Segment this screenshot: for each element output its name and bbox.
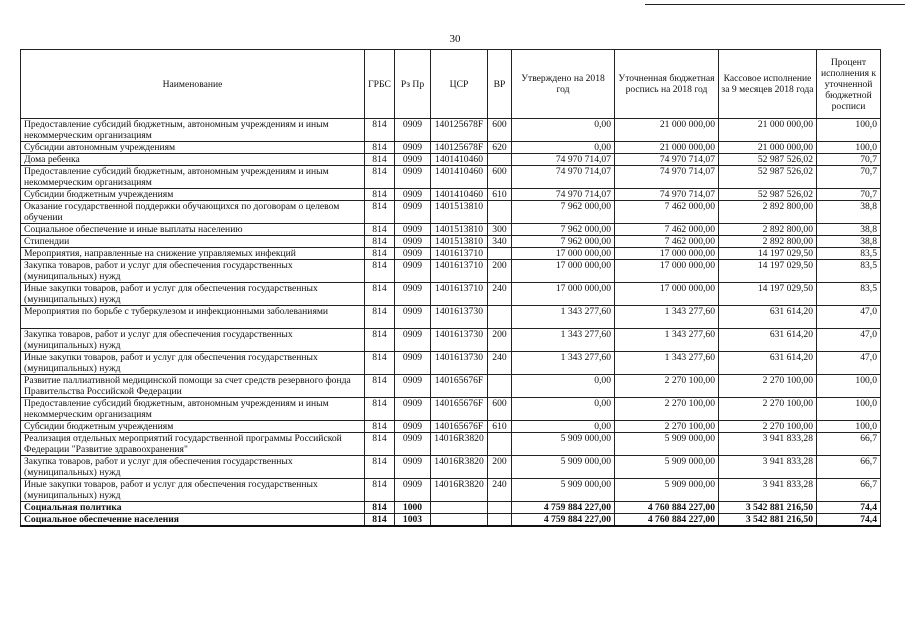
col-header-approved: Утверждено на 2018 год bbox=[512, 50, 615, 119]
cell-vr: 600 bbox=[488, 119, 512, 142]
cell-approved: 0,00 bbox=[512, 119, 615, 142]
cell-grbs: 814 bbox=[365, 514, 395, 527]
cell-rzpr: 0909 bbox=[395, 479, 431, 502]
cell-name: Развитие паллиативной медицинской помощи за счет средств резервного фонда Правительства Российской Федерации bbox=[21, 375, 365, 398]
cell-csr: 14016R3820 bbox=[431, 479, 488, 502]
table-row bbox=[21, 154, 881, 166]
cell-vr: 600 bbox=[488, 166, 512, 189]
cell-vr: 610 bbox=[488, 189, 512, 201]
cell-csr: 140125678F bbox=[431, 142, 488, 154]
cell-percent: 47,0 bbox=[817, 352, 881, 375]
cell-approved: 74 970 714,07 bbox=[512, 189, 615, 201]
table-row bbox=[21, 166, 881, 189]
cell-rzpr: 0909 bbox=[395, 119, 431, 142]
cell-executed: 631 614,20 bbox=[719, 306, 817, 329]
cell-name: Дома ребенка bbox=[21, 154, 365, 166]
cell-vr bbox=[488, 502, 512, 514]
table-row bbox=[21, 398, 881, 421]
cell-csr: 1401513810 bbox=[431, 224, 488, 236]
cell-percent: 100,0 bbox=[817, 421, 881, 433]
cell-refined: 7 462 000,00 bbox=[615, 236, 719, 248]
cell-approved: 4 759 884 227,00 bbox=[512, 514, 615, 527]
cell-grbs: 814 bbox=[365, 306, 395, 329]
cell-refined: 17 000 000,00 bbox=[615, 260, 719, 283]
cell-executed: 3 941 833,28 bbox=[719, 456, 817, 479]
cell-csr: 140165676F bbox=[431, 398, 488, 421]
cell-rzpr: 0909 bbox=[395, 236, 431, 248]
cell-percent: 70,7 bbox=[817, 154, 881, 166]
cell-rzpr: 0909 bbox=[395, 398, 431, 421]
cell-executed: 3 542 881 216,50 bbox=[719, 502, 817, 514]
table-row bbox=[21, 201, 881, 224]
cell-approved: 7 962 000,00 bbox=[512, 224, 615, 236]
cell-vr bbox=[488, 514, 512, 527]
page-number: 30 bbox=[449, 33, 461, 45]
cell-refined: 21 000 000,00 bbox=[615, 142, 719, 154]
table-row bbox=[21, 260, 881, 283]
cell-refined: 1 343 277,60 bbox=[615, 329, 719, 352]
cell-vr bbox=[488, 375, 512, 398]
cell-csr: 140165676F bbox=[431, 421, 488, 433]
cell-vr: 340 bbox=[488, 236, 512, 248]
cell-percent: 38,8 bbox=[817, 224, 881, 236]
cell-grbs: 814 bbox=[365, 456, 395, 479]
top-border-line bbox=[645, 4, 905, 5]
cell-executed: 2 892 800,00 bbox=[719, 236, 817, 248]
cell-refined: 2 270 100,00 bbox=[615, 398, 719, 421]
cell-csr: 1401613710 bbox=[431, 283, 488, 306]
cell-approved: 74 970 714,07 bbox=[512, 166, 615, 189]
cell-rzpr: 0909 bbox=[395, 224, 431, 236]
cell-executed: 21 000 000,00 bbox=[719, 142, 817, 154]
cell-csr: 1401613730 bbox=[431, 352, 488, 375]
cell-vr: 300 bbox=[488, 224, 512, 236]
cell-csr: 1401613710 bbox=[431, 248, 488, 260]
cell-name: Субсидии бюджетным учреждениям bbox=[21, 189, 365, 201]
cell-name: Иные закупки товаров, работ и услуг для обеспечения государственных (муниципальных) нужд bbox=[21, 283, 365, 306]
cell-csr bbox=[431, 514, 488, 527]
col-header-executed: Кассовое исполнение за 9 месяцев 2018 года bbox=[719, 50, 817, 119]
cell-refined: 17 000 000,00 bbox=[615, 248, 719, 260]
cell-executed: 52 987 526,02 bbox=[719, 189, 817, 201]
cell-refined: 5 909 000,00 bbox=[615, 479, 719, 502]
table-row bbox=[21, 421, 881, 433]
cell-refined: 74 970 714,07 bbox=[615, 166, 719, 189]
cell-percent: 66,7 bbox=[817, 479, 881, 502]
col-header-refined: Уточненная бюджетная роспись на 2018 год bbox=[615, 50, 719, 119]
cell-approved: 7 962 000,00 bbox=[512, 201, 615, 224]
cell-rzpr: 0909 bbox=[395, 189, 431, 201]
cell-grbs: 814 bbox=[365, 248, 395, 260]
cell-approved: 0,00 bbox=[512, 375, 615, 398]
cell-executed: 2 892 800,00 bbox=[719, 224, 817, 236]
cell-rzpr: 0909 bbox=[395, 283, 431, 306]
table-row bbox=[21, 224, 881, 236]
cell-refined: 21 000 000,00 bbox=[615, 119, 719, 142]
cell-grbs: 814 bbox=[365, 236, 395, 248]
cell-vr bbox=[488, 201, 512, 224]
cell-approved: 1 343 277,60 bbox=[512, 329, 615, 352]
cell-percent: 100,0 bbox=[817, 375, 881, 398]
cell-rzpr: 0909 bbox=[395, 306, 431, 329]
cell-grbs: 814 bbox=[365, 166, 395, 189]
cell-executed: 2 270 100,00 bbox=[719, 421, 817, 433]
cell-refined: 1 343 277,60 bbox=[615, 352, 719, 375]
cell-approved: 17 000 000,00 bbox=[512, 283, 615, 306]
cell-csr: 1401513810 bbox=[431, 201, 488, 224]
cell-grbs: 814 bbox=[365, 421, 395, 433]
table-body bbox=[21, 119, 881, 527]
cell-percent: 100,0 bbox=[817, 398, 881, 421]
cell-vr: 240 bbox=[488, 352, 512, 375]
cell-percent: 74,4 bbox=[817, 502, 881, 514]
cell-csr: 1401613730 bbox=[431, 306, 488, 329]
cell-csr: 14016R3820 bbox=[431, 433, 488, 456]
col-header-csr: ЦСР bbox=[431, 50, 488, 119]
cell-grbs: 814 bbox=[365, 329, 395, 352]
cell-rzpr: 0909 bbox=[395, 352, 431, 375]
cell-percent: 70,7 bbox=[817, 166, 881, 189]
cell-grbs: 814 bbox=[365, 154, 395, 166]
col-header-vr: ВР bbox=[488, 50, 512, 119]
cell-vr bbox=[488, 433, 512, 456]
cell-executed: 14 197 029,50 bbox=[719, 283, 817, 306]
table-row bbox=[21, 283, 881, 306]
cell-grbs: 814 bbox=[365, 479, 395, 502]
cell-approved: 4 759 884 227,00 bbox=[512, 502, 615, 514]
cell-name: Субсидии бюджетным учреждениям bbox=[21, 421, 365, 433]
cell-executed: 3 941 833,28 bbox=[719, 433, 817, 456]
cell-vr: 240 bbox=[488, 283, 512, 306]
cell-rzpr: 0909 bbox=[395, 433, 431, 456]
cell-percent: 83,5 bbox=[817, 248, 881, 260]
cell-name: Мероприятия, направленные на снижение управляемых инфекций bbox=[21, 248, 365, 260]
cell-percent: 70,7 bbox=[817, 189, 881, 201]
cell-rzpr: 0909 bbox=[395, 329, 431, 352]
cell-executed: 2 270 100,00 bbox=[719, 398, 817, 421]
cell-rzpr: 1000 bbox=[395, 502, 431, 514]
cell-grbs: 814 bbox=[365, 142, 395, 154]
cell-executed: 21 000 000,00 bbox=[719, 119, 817, 142]
cell-percent: 38,8 bbox=[817, 236, 881, 248]
cell-executed: 14 197 029,50 bbox=[719, 248, 817, 260]
cell-refined: 2 270 100,00 bbox=[615, 421, 719, 433]
cell-csr: 1401410460 bbox=[431, 154, 488, 166]
cell-refined: 5 909 000,00 bbox=[615, 456, 719, 479]
table-row bbox=[21, 329, 881, 352]
cell-executed: 14 197 029,50 bbox=[719, 260, 817, 283]
cell-refined: 1 343 277,60 bbox=[615, 306, 719, 329]
col-header-name: Наименование bbox=[21, 50, 365, 119]
cell-grbs: 814 bbox=[365, 502, 395, 514]
cell-csr: 1401613710 bbox=[431, 260, 488, 283]
cell-vr: 200 bbox=[488, 260, 512, 283]
cell-grbs: 814 bbox=[365, 189, 395, 201]
budget-table bbox=[20, 49, 881, 527]
cell-name: Реализация отдельных мероприятий государственной программы Российской Федерации "Развитие здравоохранения" bbox=[21, 433, 365, 456]
col-header-grbs: ГРБС bbox=[365, 50, 395, 119]
cell-csr: 140165676F bbox=[431, 375, 488, 398]
cell-executed: 52 987 526,02 bbox=[719, 154, 817, 166]
cell-grbs: 814 bbox=[365, 433, 395, 456]
cell-grbs: 814 bbox=[365, 119, 395, 142]
cell-refined: 17 000 000,00 bbox=[615, 283, 719, 306]
table-row bbox=[21, 352, 881, 375]
cell-refined: 4 760 884 227,00 bbox=[615, 514, 719, 527]
cell-name: Субсидии автономным учреждениям bbox=[21, 142, 365, 154]
cell-csr: 1401410460 bbox=[431, 189, 488, 201]
cell-refined: 2 270 100,00 bbox=[615, 375, 719, 398]
table-header-row bbox=[21, 50, 881, 119]
cell-vr: 200 bbox=[488, 456, 512, 479]
cell-rzpr: 0909 bbox=[395, 154, 431, 166]
cell-percent: 38,8 bbox=[817, 201, 881, 224]
cell-name: Закупка товаров, работ и услуг для обеспечения государственных (муниципальных) нужд bbox=[21, 260, 365, 283]
cell-rzpr: 0909 bbox=[395, 260, 431, 283]
cell-percent: 83,5 bbox=[817, 283, 881, 306]
cell-percent: 100,0 bbox=[817, 142, 881, 154]
cell-approved: 1 343 277,60 bbox=[512, 306, 615, 329]
cell-rzpr: 0909 bbox=[395, 375, 431, 398]
cell-rzpr: 1003 bbox=[395, 514, 431, 527]
cell-percent: 47,0 bbox=[817, 306, 881, 329]
cell-csr: 1401410460 bbox=[431, 166, 488, 189]
cell-grbs: 814 bbox=[365, 260, 395, 283]
cell-name: Иные закупки товаров, работ и услуг для обеспечения государственных (муниципальных) нужд bbox=[21, 352, 365, 375]
cell-refined: 4 760 884 227,00 bbox=[615, 502, 719, 514]
table-row bbox=[21, 433, 881, 456]
cell-grbs: 814 bbox=[365, 352, 395, 375]
cell-percent: 47,0 bbox=[817, 329, 881, 352]
cell-name: Оказание государственной поддержки обучающихся по договорам о целевом обучении bbox=[21, 201, 365, 224]
cell-percent: 100,0 bbox=[817, 119, 881, 142]
cell-name: Социальная политика bbox=[21, 502, 365, 514]
cell-refined: 5 909 000,00 bbox=[615, 433, 719, 456]
cell-vr: 240 bbox=[488, 479, 512, 502]
cell-executed: 2 270 100,00 bbox=[719, 375, 817, 398]
cell-csr bbox=[431, 502, 488, 514]
cell-approved: 5 909 000,00 bbox=[512, 456, 615, 479]
cell-approved: 17 000 000,00 bbox=[512, 248, 615, 260]
cell-csr: 1401513810 bbox=[431, 236, 488, 248]
cell-vr bbox=[488, 154, 512, 166]
cell-rzpr: 0909 bbox=[395, 201, 431, 224]
cell-refined: 7 462 000,00 bbox=[615, 201, 719, 224]
cell-vr: 620 bbox=[488, 142, 512, 154]
cell-vr: 600 bbox=[488, 398, 512, 421]
cell-approved: 5 909 000,00 bbox=[512, 433, 615, 456]
table-row bbox=[21, 479, 881, 502]
cell-approved: 17 000 000,00 bbox=[512, 260, 615, 283]
table-row bbox=[21, 236, 881, 248]
cell-rzpr: 0909 bbox=[395, 248, 431, 260]
cell-name: Стипендии bbox=[21, 236, 365, 248]
cell-vr bbox=[488, 306, 512, 329]
cell-vr bbox=[488, 248, 512, 260]
cell-refined: 74 970 714,07 bbox=[615, 154, 719, 166]
cell-csr: 1401613730 bbox=[431, 329, 488, 352]
cell-grbs: 814 bbox=[365, 224, 395, 236]
cell-approved: 0,00 bbox=[512, 142, 615, 154]
col-header-percent: Процент исполнения к уточненной бюджетной росписи bbox=[817, 50, 881, 119]
cell-name: Закупка товаров, работ и услуг для обеспечения государственных (муниципальных) нужд bbox=[21, 456, 365, 479]
cell-approved: 0,00 bbox=[512, 421, 615, 433]
cell-approved: 5 909 000,00 bbox=[512, 479, 615, 502]
cell-vr: 200 bbox=[488, 329, 512, 352]
cell-vr: 610 bbox=[488, 421, 512, 433]
cell-csr: 14016R3820 bbox=[431, 456, 488, 479]
cell-approved: 74 970 714,07 bbox=[512, 154, 615, 166]
cell-executed: 3 941 833,28 bbox=[719, 479, 817, 502]
cell-grbs: 814 bbox=[365, 375, 395, 398]
cell-percent: 66,7 bbox=[817, 456, 881, 479]
table-row bbox=[21, 142, 881, 154]
cell-name: Иные закупки товаров, работ и услуг для обеспечения государственных (муниципальных) нужд bbox=[21, 479, 365, 502]
cell-percent: 83,5 bbox=[817, 260, 881, 283]
cell-approved: 7 962 000,00 bbox=[512, 236, 615, 248]
cell-executed: 3 542 881 216,50 bbox=[719, 514, 817, 527]
table-row bbox=[21, 502, 881, 514]
table-row bbox=[21, 306, 881, 329]
cell-executed: 631 614,20 bbox=[719, 352, 817, 375]
cell-grbs: 814 bbox=[365, 201, 395, 224]
cell-grbs: 814 bbox=[365, 398, 395, 421]
cell-name: Социальное обеспечение населения bbox=[21, 514, 365, 527]
cell-executed: 631 614,20 bbox=[719, 329, 817, 352]
cell-percent: 66,7 bbox=[817, 433, 881, 456]
cell-name: Закупка товаров, работ и услуг для обеспечения государственных (муниципальных) нужд bbox=[21, 329, 365, 352]
table-row bbox=[21, 248, 881, 260]
cell-csr: 140125678F bbox=[431, 119, 488, 142]
cell-rzpr: 0909 bbox=[395, 421, 431, 433]
cell-approved: 1 343 277,60 bbox=[512, 352, 615, 375]
table-row bbox=[21, 189, 881, 201]
table-row bbox=[21, 456, 881, 479]
cell-grbs: 814 bbox=[365, 283, 395, 306]
cell-name: Предоставление субсидий бюджетным, автономным учреждениям и иным некоммерческим организациям bbox=[21, 166, 365, 189]
table-row bbox=[21, 375, 881, 398]
cell-executed: 2 892 800,00 bbox=[719, 201, 817, 224]
cell-name: Мероприятия по борьбе с туберкулезом и инфекционными заболеваниями bbox=[21, 306, 365, 329]
table-row bbox=[21, 514, 881, 527]
cell-rzpr: 0909 bbox=[395, 142, 431, 154]
table-row bbox=[21, 119, 881, 142]
cell-refined: 7 462 000,00 bbox=[615, 224, 719, 236]
cell-name: Предоставление субсидий бюджетным, автономным учреждениям и иным некоммерческим организациям bbox=[21, 398, 365, 421]
cell-rzpr: 0909 bbox=[395, 456, 431, 479]
cell-refined: 74 970 714,07 bbox=[615, 189, 719, 201]
cell-approved: 0,00 bbox=[512, 398, 615, 421]
cell-rzpr: 0909 bbox=[395, 166, 431, 189]
cell-percent: 74,4 bbox=[817, 514, 881, 527]
col-header-rzpr: Рз Пр bbox=[395, 50, 431, 119]
cell-executed: 52 987 526,02 bbox=[719, 166, 817, 189]
cell-name: Предоставление субсидий бюджетным, автономным учреждениям и иным некоммерческим организациям bbox=[21, 119, 365, 142]
cell-name: Социальное обеспечение и иные выплаты населению bbox=[21, 224, 365, 236]
